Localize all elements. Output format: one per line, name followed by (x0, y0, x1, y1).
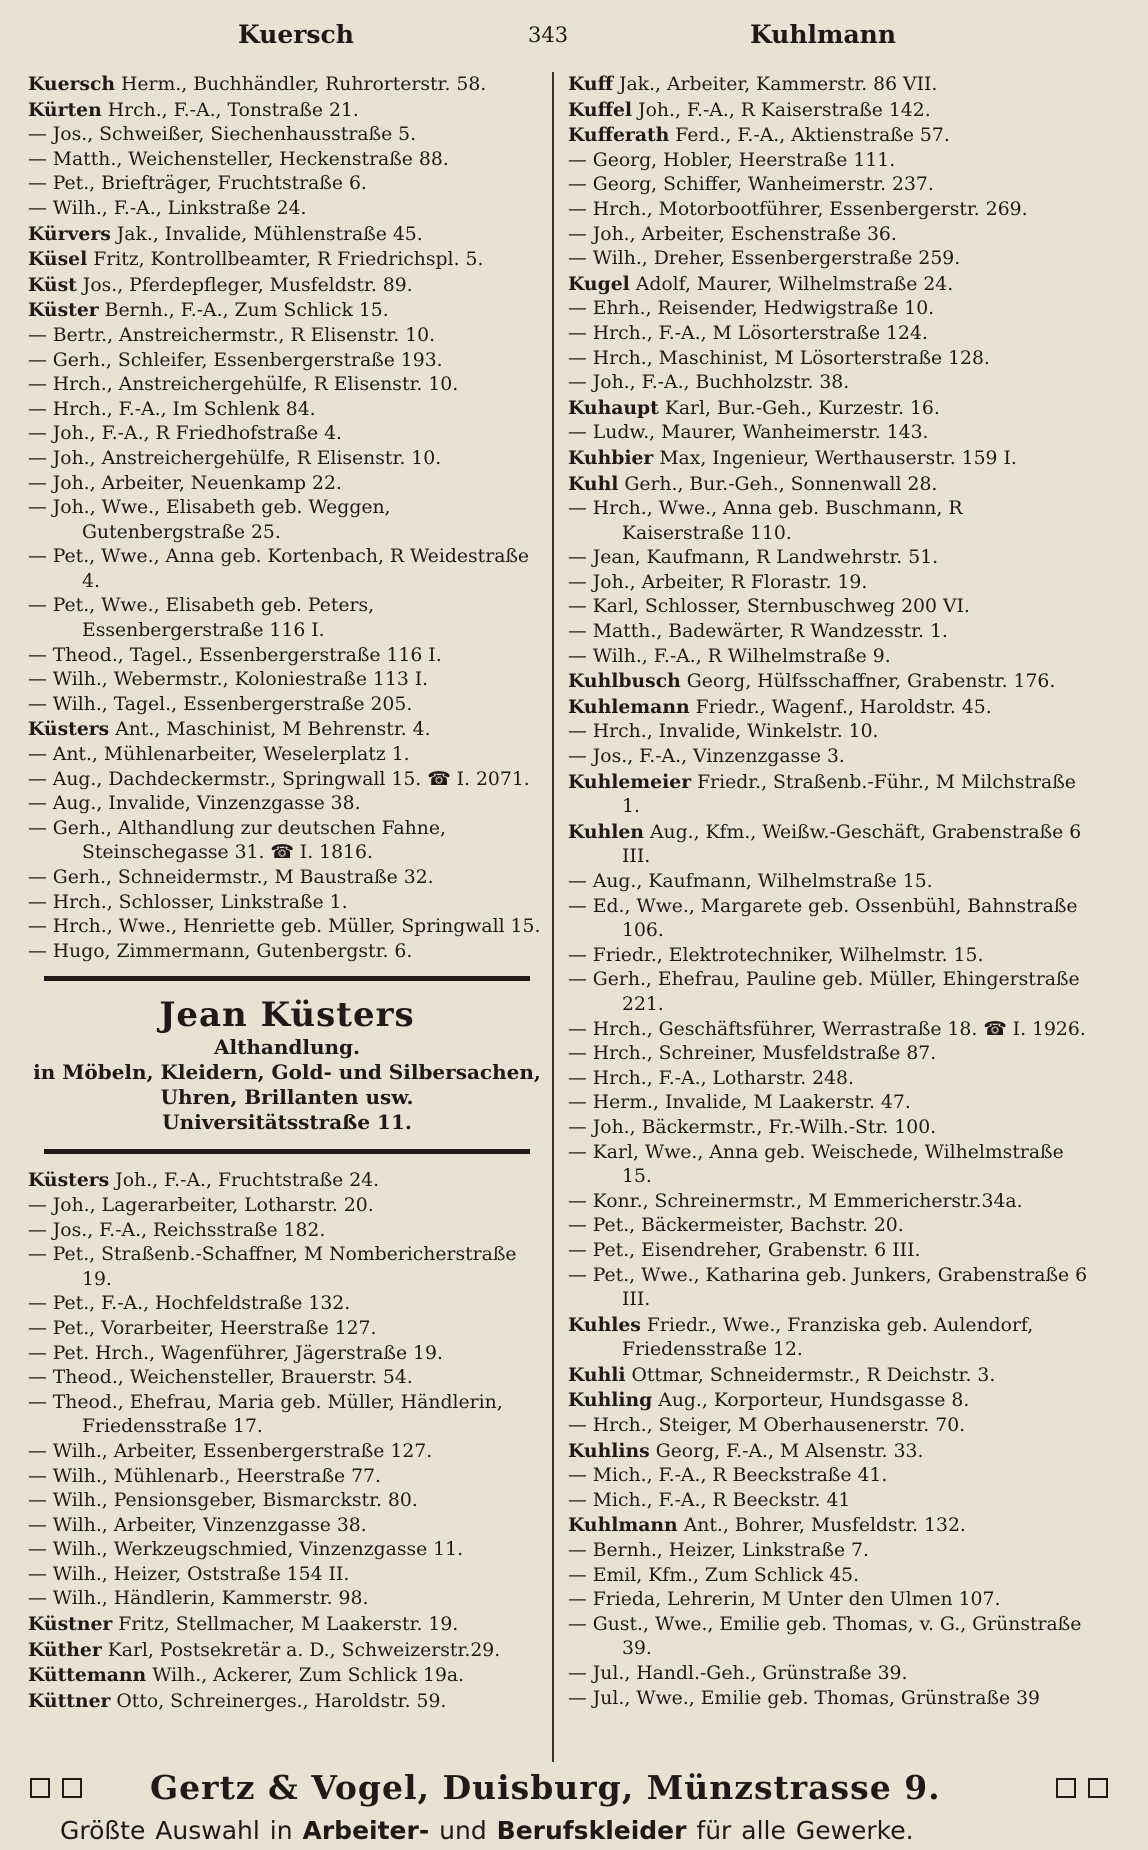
entry-text: Aug., Korporteur, Hundsgasse 8. (652, 1390, 970, 1412)
directory-entry (28, 1391, 546, 1440)
entry-surname: Kuhles (568, 1313, 641, 1336)
entry-text: — Wilh., Arbeiter, Essenbergerstraße 127. (28, 1440, 433, 1462)
directory-entry (28, 447, 546, 472)
ad-top-rule (44, 976, 530, 981)
directory-entry (28, 594, 546, 643)
directory-entry (568, 198, 1090, 223)
directory-entry (28, 123, 546, 148)
directory-entry (568, 1388, 1090, 1414)
directory-entry (28, 1342, 546, 1367)
entry-text: Fritz, Stellmacher, M Laakerstr. 19. (112, 1614, 459, 1636)
entry-text: Hrch., F.-A., Tonstraße 21. (101, 99, 359, 121)
directory-entry (28, 422, 546, 447)
directory-entry (28, 148, 546, 173)
directory-entry (568, 1513, 1090, 1539)
footer-sub-b: Arbeiter- (302, 1816, 430, 1845)
entry-surname: Küther (28, 1638, 102, 1661)
directory-entry (28, 247, 546, 273)
footer-title-line (30, 1768, 1120, 1812)
directory-entry (568, 1042, 1090, 1067)
entry-text: — Herm., Invalide, M Laakerstr. 47. (568, 1092, 911, 1114)
entry-text: — Pet., Wwe., Katharina geb. Junkers, Grabenstraße 6 III. (568, 1264, 1088, 1311)
entry-text: — Hrch., Geschäftsführer, Werrastraße 18. ☎ I. 1926. (568, 1018, 1086, 1040)
directory-entry (28, 373, 546, 398)
directory-entry (28, 1243, 546, 1292)
entry-text: — Gust., Wwe., Emilie geb. Thomas, v. G., Grünstraße 39. (568, 1613, 1082, 1660)
entry-surname: Küttner (28, 1689, 111, 1712)
column-divider (552, 72, 554, 1762)
entry-text: Adolf, Maurer, Wilhelmstraße 24. (629, 273, 954, 295)
ad-line4: Universitätsstraße 11. (162, 1110, 412, 1135)
directory-entry (568, 895, 1090, 944)
entry-surname: Kuhlins (568, 1439, 650, 1462)
header-right-keyword: Kuhlmann (750, 20, 897, 49)
directory-entry (568, 1464, 1090, 1489)
page-number: 343 (528, 23, 569, 47)
entry-text: — Joh., Arbeiter, R Florastr. 19. (568, 571, 868, 593)
entry-text: — Joh., Anstreichergehülfe, R Elisenstr. 10. (28, 447, 442, 469)
directory-entry (28, 915, 546, 940)
footer-sub-a: Größte Auswahl in (60, 1816, 303, 1845)
directory-entry (568, 72, 1090, 98)
directory-entry (28, 768, 546, 793)
entry-text: — Jean, Kaufmann, R Landwehrstr. 51. (568, 547, 939, 569)
entry-surname: Kuhaupt (568, 396, 659, 419)
directory-entry (28, 1440, 546, 1465)
directory-entry (28, 398, 546, 423)
entry-text: — Theod., Weichensteller, Brauerstr. 54. (28, 1367, 413, 1389)
directory-entry (28, 1612, 546, 1638)
entry-text: Jos., Pferdepfleger, Musfeldstr. 89. (76, 274, 413, 296)
directory-entry (568, 371, 1090, 396)
directory-entry (568, 1067, 1090, 1092)
directory-entry (568, 173, 1090, 198)
entry-text: — Ehrh., Reisender, Hedwigstraße 10. (568, 298, 935, 320)
entry-text: — Jos., F.-A., Vinzenzgasse 3. (568, 746, 845, 768)
entry-text: Jak., Invalide, Mühlenstraße 45. (110, 223, 423, 245)
entry-surname: Kuhlmann (568, 1514, 678, 1537)
entry-text: Karl, Postsekretär a. D., Schweizerstr.29. (101, 1639, 501, 1661)
entry-text: — Joh., Arbeiter, Eschenstraße 36. (568, 223, 897, 245)
directory-entry (568, 1116, 1090, 1141)
entry-text: — Pet. Hrch., Wagenführer, Jägerstraße 19. (28, 1342, 443, 1364)
directory-entry (568, 944, 1090, 969)
directory-entry (28, 1366, 546, 1391)
entry-text: — Georg, Hobler, Heerstraße 111. (568, 149, 896, 171)
entry-text: — Pet., Vorarbeiter, Heerstraße 127. (28, 1317, 377, 1339)
entry-text: — Karl, Schlosser, Sternbuschweg 200 VI. (568, 596, 970, 618)
entry-text: Bernh., F.-A., Zum Schlick 15. (98, 300, 389, 322)
directory-entry (28, 717, 546, 743)
directory-entry (568, 123, 1090, 149)
directory-entry (568, 1214, 1090, 1239)
entry-text: — Frieda, Lehrerin, M Unter den Ulmen 107. (568, 1589, 1001, 1611)
entry-text: — Bernh., Heizer, Linkstraße 7. (568, 1540, 869, 1562)
directory-entry (28, 792, 546, 817)
entry-text: — Matth., Badewärter, R Wandzesstr. 1. (568, 621, 948, 643)
entry-text: — Georg, Schiffer, Wanheimerstr. 237. (568, 174, 934, 196)
entry-surname: Kugel (568, 272, 630, 295)
entry-text: — Aug., Dachdeckermstr., Springwall 15. ☎ I. 2071. (28, 768, 530, 790)
directory-entry (28, 222, 546, 248)
entry-surname: Kuhlen (568, 820, 644, 843)
directory-entry (568, 247, 1090, 272)
entry-surname: Küst (28, 273, 77, 296)
entry-text: — Hrch., Motorbootführer, Essenbergerstr. 269. (568, 198, 1028, 220)
directory-entry (28, 866, 546, 891)
entry-text: — Aug., Kaufmann, Wilhelmstraße 15. (568, 871, 933, 892)
entry-surname: Kuhling (568, 1389, 653, 1412)
entry-text: — Jul., Wwe., Emilie geb. Thomas, Grünstraße 39 (568, 1687, 1040, 1709)
entry-text: — Matth., Weichensteller, Heckenstraße 88. (28, 148, 449, 170)
entry-text: — Wilh., Heizer, Oststraße 154 II. (28, 1563, 350, 1585)
entry-text: — Joh., Bäckermstr., Fr.-Wilh.-Str. 100. (568, 1116, 937, 1138)
entry-text: — Hrch., Invalide, Winkelstr. 10. (568, 721, 879, 743)
entry-text: — Joh., Arbeiter, Neuenkamp 22. (28, 472, 342, 494)
entry-text: — Konr., Schreinermstr., M Emmericherstr.34a. (568, 1190, 1023, 1212)
entry-text: — Pet., F.-A., Hochfeldstraße 132. (28, 1293, 351, 1315)
entry-text: — Aug., Invalide, Vinzenzgasse 38. (28, 793, 361, 815)
directory-entry (568, 472, 1090, 498)
entry-text: Gerh., Bur.-Geh., Sonnenwall 28. (618, 473, 938, 495)
entry-text: — Gerh., Schleifer, Essenbergerstraße 193. (28, 349, 443, 371)
entry-surname: Kuhlemann (568, 695, 690, 718)
entry-text: — Hrch., Schlosser, Linkstraße 1. (28, 891, 348, 913)
directory-entry (28, 1538, 546, 1563)
footer-subtitle (30, 1816, 1120, 1845)
directory-entry (568, 1091, 1090, 1116)
directory-entry (28, 273, 546, 299)
right-entries (568, 72, 1090, 1711)
directory-entry (28, 743, 546, 768)
directory-entry (568, 620, 1090, 645)
ad-line2: in Möbeln, Kleidern, Gold- und Silbersachen, (33, 1060, 541, 1085)
directory-entry (28, 1689, 546, 1715)
entry-text: Otto, Schreinerges., Haroldstr. 59. (110, 1690, 447, 1712)
entry-surname: Kuhl (568, 472, 619, 495)
entry-text: Ferd., F.-A., Aktienstraße 57. (669, 125, 950, 147)
entry-text: — Wilh., Pensionsgeber, Bismarckstr. 80. (28, 1490, 418, 1512)
entry-text: — Theod., Ehefrau, Maria geb. Müller, Händlerin, Friedensstraße 17. (28, 1391, 503, 1438)
entry-text: Georg, F.-A., M Alsenstr. 33. (649, 1440, 924, 1462)
directory-entry (28, 98, 546, 124)
directory-entry (568, 1363, 1090, 1389)
entry-text: Karl, Bur.-Geh., Kurzestr. 16. (658, 397, 940, 419)
entry-text: — Joh., Wwe., Elisabeth geb. Weggen, Gutenbergstraße 25. (28, 497, 391, 543)
directory-entry (568, 149, 1090, 174)
directory-entry (568, 1662, 1090, 1687)
directory-entry (568, 1313, 1090, 1363)
entry-text: — Jos., F.-A., Reichsstraße 182. (28, 1219, 326, 1241)
entry-surname: Küttemann (28, 1664, 147, 1687)
directory-entry (28, 72, 546, 98)
entry-text: Aug., Kfm., Weißw.-Geschäft, Grabenstraße 6 III. (622, 821, 1082, 868)
entry-text: — Ed., Wwe., Margarete geb. Ossenbühl, Bahnstraße 106. (568, 895, 1078, 942)
directory-entry (568, 322, 1090, 347)
directory-entry (28, 349, 546, 374)
directory-entry (568, 446, 1090, 472)
directory-entry (28, 1489, 546, 1514)
directory-entry (568, 1439, 1090, 1465)
directory-entry (568, 1141, 1090, 1190)
directory-entry (568, 546, 1090, 571)
entry-text: — Pet., Wwe., Elisabeth geb. Peters, Essenbergerstraße 116 I. (28, 595, 375, 642)
entry-text: — Hrch., F.-A., Im Schlenk 84. (28, 398, 316, 420)
entry-surname: Küster (28, 299, 99, 322)
directory-entry (28, 1292, 546, 1317)
entry-surname: Küsel (28, 248, 88, 271)
entry-text: Friedr., Straßenb.-Führ., M Milchstraße 1. (622, 771, 1076, 818)
directory-entry (28, 940, 546, 965)
entry-text: Friedr., Wwe., Franziska geb. Aulendorf, Friedensstraße 12. (622, 1314, 1034, 1361)
directory-entry (28, 1317, 546, 1342)
entry-surname: Kufferath (568, 124, 670, 147)
ad-name: Jean Küsters (159, 995, 415, 1036)
footer-sub-e: für alle Gewerke. (686, 1816, 914, 1845)
entry-text: — Ant., Mühlenarbeiter, Weselerplatz 1. (28, 744, 410, 766)
right-column (568, 72, 1090, 1711)
entry-surname: Kürten (28, 98, 102, 121)
ad-line1: Althandlung. (213, 1035, 360, 1060)
directory-entry (568, 421, 1090, 446)
entry-text: — Gerh., Althandlung zur deutschen Fahne, Steinschegasse 31. ☎ I. 1816. (28, 817, 446, 864)
ad-bottom-rule (44, 1149, 530, 1154)
directory-entry (568, 1564, 1090, 1589)
directory-entry (28, 644, 546, 669)
entry-text: — Jos., Schweißer, Siechenhausstraße 5. (28, 124, 417, 146)
directory-entry (28, 1168, 546, 1194)
directory-entry (568, 1414, 1090, 1439)
directory-entry (28, 298, 546, 324)
entry-text: — Wilh., Dreher, Essenbergerstraße 259. (568, 248, 961, 270)
directory-entry (28, 1663, 546, 1689)
entry-surname: Kuff (568, 73, 613, 95)
directory-entry (28, 545, 546, 594)
directory-entry (568, 497, 1090, 546)
entry-text: — Pet., Straßenb.-Schaffner, M Nombericherstraße 19. (28, 1244, 517, 1290)
entry-surname: Küsters (28, 718, 110, 741)
directory-entry (28, 1563, 546, 1588)
footer-advertisement (30, 1768, 1120, 1845)
entry-text: — Pet., Briefträger, Fruchtstraße 6. (28, 173, 367, 195)
directory-entry (28, 1465, 546, 1490)
entry-text: — Joh., Lagerarbeiter, Lotharstr. 20. (28, 1194, 374, 1216)
entry-surname: Kuhlbusch (568, 670, 681, 693)
entry-text: — Gerh., Schneidermstr., M Baustraße 32. (28, 867, 434, 888)
entry-text: — Emil, Kfm., Zum Schlick 45. (568, 1564, 860, 1586)
directory-entry (28, 668, 546, 693)
directory-entry (568, 968, 1090, 1017)
directory-entry (568, 870, 1090, 895)
entry-text: Joh., F.-A., Fruchtstraße 24. (109, 1170, 380, 1192)
directory-entry (568, 595, 1090, 620)
directory-entry (568, 347, 1090, 372)
directory-entry (568, 297, 1090, 322)
directory-entry (28, 891, 546, 916)
entry-text: — Wilh., Webermstr., Koloniestraße 113 I. (28, 669, 429, 691)
entry-text: Ant., Bohrer, Musfeldstr. 132. (677, 1515, 966, 1537)
entry-text: Jak., Arbeiter, Kammerstr. 86 VII. (612, 74, 938, 95)
directory-entry (568, 1239, 1090, 1264)
entry-surname: Kuffel (568, 98, 633, 121)
directory-entry (568, 1489, 1090, 1514)
directory-entry (28, 472, 546, 497)
entry-surname: Kuersch (28, 73, 116, 95)
entry-text: — Wilh., F.-A., R Wilhelmstraße 9. (568, 645, 891, 667)
left-column (28, 72, 546, 1714)
advertisement-box (28, 976, 546, 1154)
entry-text: — Wilh., Tagel., Essenbergerstraße 205. (28, 693, 413, 715)
entry-surname: Küstner (28, 1613, 113, 1636)
directory-entry (28, 817, 546, 866)
entry-text: Friedr., Wagenf., Haroldstr. 45. (689, 696, 992, 718)
square-ornament-icon (1056, 1778, 1120, 1802)
ad-line3: Uhren, Brillanten usw. (160, 1085, 414, 1110)
directory-entry (568, 820, 1090, 870)
entry-text: — Theod., Tagel., Essenbergerstraße 116 I. (28, 644, 442, 666)
directory-entry (568, 1687, 1090, 1712)
entry-text: Ant., Maschinist, M Behrenstr. 4. (109, 719, 431, 741)
entry-surname: Kuhbier (568, 446, 654, 469)
entry-text: — Hugo, Zimmermann, Gutenbergstr. 6. (28, 940, 413, 962)
entry-text: — Joh., F.-A., R Friedhofstraße 4. (28, 423, 343, 445)
directory-entry (28, 197, 546, 222)
directory-entry (28, 1514, 546, 1539)
entry-text: Fritz, Kontrollbeamter, R Friedrichspl. 5. (87, 249, 484, 271)
directory-entry (568, 1588, 1090, 1613)
entry-surname: Kürvers (28, 222, 111, 245)
directory-entry (568, 223, 1090, 248)
entry-text: — Hrch., F.-A., M Lösorterstraße 124. (568, 322, 928, 344)
directory-entry (568, 571, 1090, 596)
page-header (0, 20, 1148, 54)
entry-text: — Hrch., F.-A., Lotharstr. 248. (568, 1067, 854, 1089)
entry-text: — Hrch., Steiger, M Oberhausenerstr. 70. (568, 1415, 966, 1437)
directory-entry (28, 172, 546, 197)
directory-entry (28, 324, 546, 349)
entry-surname: Küsters (28, 1169, 110, 1192)
entry-text: — Hrch., Wwe., Anna geb. Buschmann, R Kaiserstraße 110. (568, 498, 963, 544)
footer-sub-d: Berufskleider (496, 1816, 687, 1845)
directory-entry (28, 1587, 546, 1612)
directory-entry (568, 770, 1090, 820)
entry-surname: Kuhli (568, 1363, 626, 1386)
directory-entry (568, 1613, 1090, 1662)
entry-text: — Hrch., Wwe., Henriette geb. Müller, Springwall 15. (28, 916, 541, 938)
directory-entry (568, 272, 1090, 298)
entry-text: — Friedr., Elektrotechniker, Wilhelmstr. 15. (568, 944, 984, 966)
entry-text: — Jul., Handl.-Geh., Grünstraße 39. (568, 1663, 908, 1684)
entry-text: — Wilh., Händlerin, Kammerstr. 98. (28, 1588, 369, 1610)
header-left-keyword: Kuersch (238, 20, 354, 49)
directory-entry (568, 745, 1090, 770)
entry-text: — Mich., F.-A., R Beeckstraße 41. (568, 1465, 888, 1487)
entry-text: Wilh., Ackerer, Zum Schlick 19a. (146, 1665, 465, 1687)
entry-text: — Pet., Eisendreher, Grabenstr. 6 III. (568, 1239, 921, 1261)
entry-text: — Wilh., Mühlenarb., Heerstraße 77. (28, 1465, 381, 1487)
entry-text: — Gerh., Ehefrau, Pauline geb. Müller, Ehingerstraße 221. (568, 969, 1080, 1015)
directory-entry (28, 693, 546, 718)
entry-text: Georg, Hülfsschaffner, Grabenstr. 176. (680, 671, 1056, 693)
entry-text: Joh., F.-A., R Kaiserstraße 142. (632, 99, 931, 121)
entry-text: — Wilh., Werkzeugschmied, Vinzenzgasse 11. (28, 1539, 464, 1561)
footer-title: Gertz & Vogel, Duisburg, Münzstrasse 9. (150, 1768, 941, 1807)
entry-text: — Hrch., Schreiner, Musfeldstraße 87. (568, 1043, 937, 1065)
entry-text: — Hrch., Anstreichergehülfe, R Elisenstr. 10. (28, 374, 459, 396)
entry-text: — Wilh., Arbeiter, Vinzenzgasse 38. (28, 1514, 367, 1536)
entry-text: Max, Ingenieur, Werthauserstr. 159 I. (653, 447, 1017, 469)
directory-entry (568, 1539, 1090, 1564)
directory-entry (568, 98, 1090, 124)
directory-entry (568, 1190, 1090, 1215)
directory-entry (28, 1219, 546, 1244)
entry-text: — Ludw., Maurer, Wanheimerstr. 143. (568, 422, 929, 444)
entry-text: Ottmar, Schneidermstr., R Deichstr. 3. (625, 1364, 996, 1386)
entry-text: — Karl, Wwe., Anna geb. Weischede, Wilhelmstraße 15. (568, 1141, 1064, 1188)
entry-text: — Mich., F.-A., R Beeckstr. 41 (568, 1489, 851, 1511)
directory-entry (568, 645, 1090, 670)
entry-text: Herm., Buchhändler, Ruhrorterstr. 58. (115, 74, 487, 95)
entry-text: — Pet., Wwe., Anna geb. Kortenbach, R Weidestraße 4. (28, 546, 530, 592)
directory-entry (28, 1194, 546, 1219)
entry-text: — Bertr., Anstreichermstr., R Elisenstr. 10. (28, 324, 436, 346)
directory-entry (568, 695, 1090, 721)
left-entries-top (28, 72, 546, 964)
entry-text: — Hrch., Maschinist, M Lösorterstraße 128. (568, 347, 990, 369)
directory-entry (28, 496, 546, 545)
square-ornament-icon (30, 1778, 94, 1802)
directory-entry (568, 1264, 1090, 1313)
entry-text: — Joh., F.-A., Buchholzstr. 38. (568, 372, 850, 394)
directory-entry (568, 720, 1090, 745)
entry-text: — Pet., Bäckermeister, Bachstr. 20. (568, 1215, 904, 1237)
directory-entry (568, 396, 1090, 422)
entry-text: — Wilh., F.-A., Linkstraße 24. (28, 197, 307, 219)
footer-sub-c: und (429, 1816, 497, 1845)
left-entries-bottom (28, 1168, 546, 1714)
directory-entry (568, 1018, 1090, 1043)
entry-surname: Kuhlemeier (568, 770, 692, 793)
directory-entry (568, 669, 1090, 695)
directory-entry (28, 1638, 546, 1664)
